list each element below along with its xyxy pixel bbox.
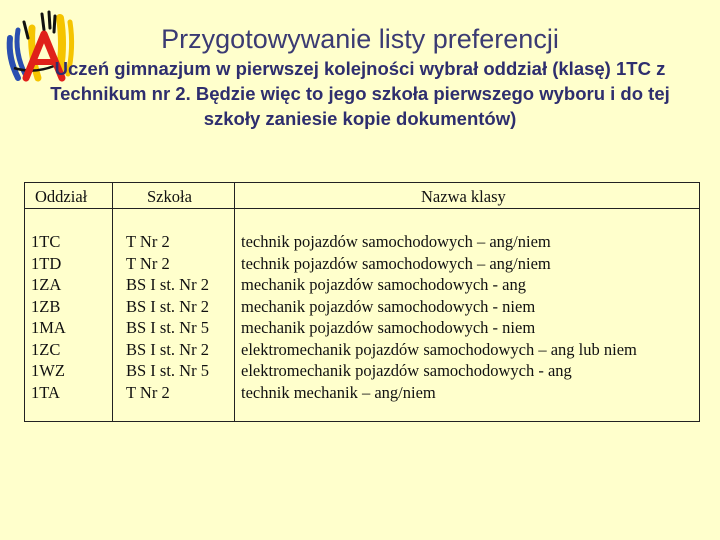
cell-nazwa-klasy: elektromechanik pojazdów samochodowych – ang lub niem xyxy=(241,339,637,359)
cell-nazwa-klasy: technik mechanik – ang/niem xyxy=(241,382,436,402)
cell-oddzial: 1MA xyxy=(31,318,66,337)
cell-szkola: T Nr 2 xyxy=(126,253,170,273)
column-oddzial xyxy=(31,231,66,403)
cell-nazwa-klasy: technik pojazdów samochodowych – ang/niem xyxy=(241,253,551,273)
header-szkola: Szkoła xyxy=(147,187,192,206)
cell-szkola: T Nr 2 xyxy=(126,382,170,402)
cell-oddzial: 1ZC xyxy=(31,339,61,359)
cell-oddzial: 1ZA xyxy=(31,275,62,294)
cell-szkola: BS I st. Nr 2 xyxy=(126,296,209,316)
column-divider xyxy=(112,183,113,421)
cell-szkola: BS I st. Nr 5 xyxy=(126,361,209,380)
cell-nazwa-klasy: elektromechanik pojazdów samochodowych - ang xyxy=(241,361,572,380)
classes-table xyxy=(24,182,700,422)
cell-nazwa-klasy: mechanik pojazdów samochodowych - ang xyxy=(241,275,526,294)
cell-oddzial: 1TD xyxy=(31,253,62,273)
header-nazwa-klasy: Nazwa klasy xyxy=(421,187,506,206)
cell-oddzial: 1ZB xyxy=(31,296,61,316)
column-divider xyxy=(234,183,235,421)
cell-oddzial: 1WZ xyxy=(31,361,65,380)
cell-szkola: BS I st. Nr 2 xyxy=(126,275,209,294)
cell-szkola: BS I st. Nr 5 xyxy=(126,318,209,337)
cell-oddzial: 1TA xyxy=(31,382,60,402)
header-divider xyxy=(25,208,699,209)
column-nazwa-klasy xyxy=(241,231,637,403)
header-oddzial: Oddział xyxy=(35,187,88,206)
slide-subtitle: Uczeń gimnazjum w pierwszej kolejności wybrał oddział (klasę) 1TC z Technikum nr 2. Będzie więc to jego szkoła pierwszego wyboru i do tej szkoły zaniesie kopie dokumentów) xyxy=(50,58,670,129)
cell-oddzial: 1TC xyxy=(31,232,61,251)
cell-nazwa-klasy: mechanik pojazdów samochodowych - niem xyxy=(241,318,536,337)
cell-szkola: T Nr 2 xyxy=(126,232,170,251)
slide-title: Przygotowywanie listy preferencji xyxy=(161,24,559,54)
cell-nazwa-klasy: mechanik pojazdów samochodowych - niem xyxy=(241,296,536,316)
column-szkola xyxy=(126,231,209,403)
cell-nazwa-klasy: technik pojazdów samochodowych – ang/niem xyxy=(241,232,551,251)
cell-szkola: BS I st. Nr 2 xyxy=(126,339,209,359)
